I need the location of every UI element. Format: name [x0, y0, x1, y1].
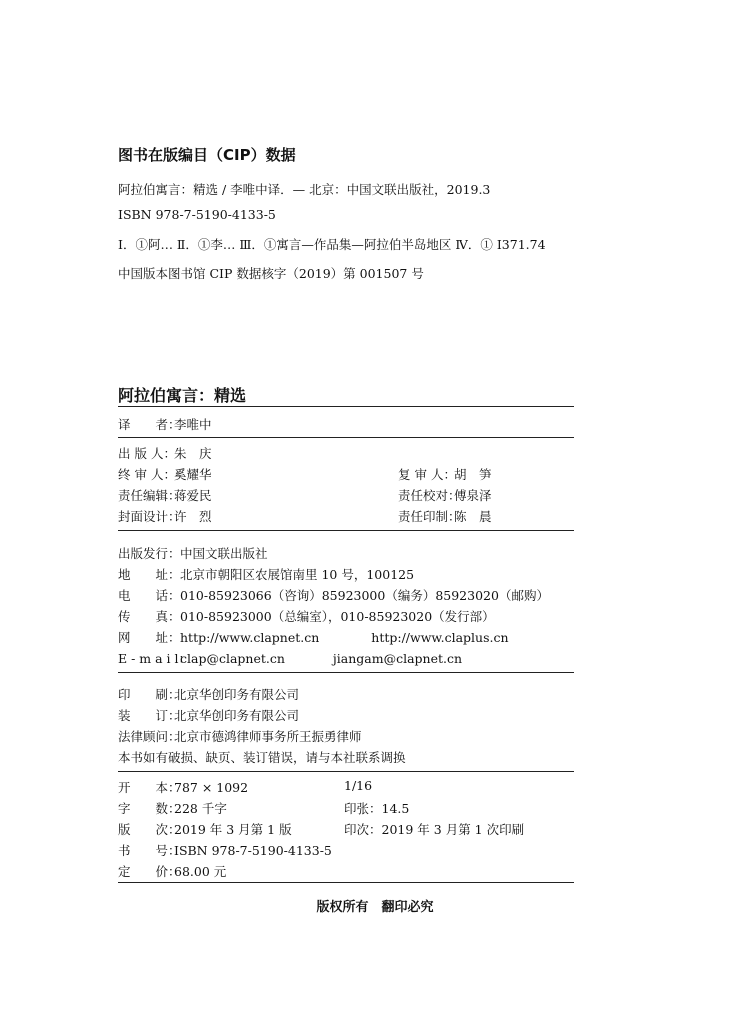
edition-value: 2019 年 3 月第 1 版	[174, 822, 292, 837]
divider	[118, 437, 574, 438]
cip-isbn: ISBN 978-7-5190-4133-5	[118, 207, 276, 222]
fax-row	[118, 607, 495, 625]
book-number-row	[118, 841, 332, 859]
edition-row	[118, 820, 292, 838]
legal-label: 法律顾问：	[118, 729, 181, 744]
second-reviewer-value: 胡 笋	[454, 467, 492, 482]
word-count-value: 228 千字	[174, 801, 227, 816]
website-link[interactable]: http://www.clapnet.cn	[180, 630, 320, 645]
printer-row	[118, 685, 299, 703]
price-label: 定 价：	[118, 864, 181, 879]
copyright-notice: 版权所有 翻印必究	[316, 900, 434, 915]
email-link-secondary[interactable]: jiangam@clapnet.cn	[332, 651, 463, 666]
translator-label: 译 者：	[118, 417, 181, 432]
phone-row	[118, 586, 549, 604]
proofreader-row	[398, 486, 492, 504]
publisher-person-label: 出 版 人：	[118, 446, 176, 461]
address-value: 北京市朝阳区农展馆南里 10 号，100125	[180, 567, 415, 582]
binder-value: 北京华创印务有限公司	[174, 708, 300, 723]
format-row	[118, 778, 248, 796]
binder-row	[118, 706, 299, 724]
print-supervisor-row	[398, 507, 492, 525]
price-value: 68.00 元	[174, 864, 227, 879]
translator-row	[118, 415, 212, 433]
editor-label: 责任编辑：	[118, 488, 181, 503]
fax-label: 传 真：	[118, 609, 181, 624]
divider	[118, 882, 574, 883]
word-count-label: 字 数：	[118, 801, 181, 816]
print-run-label: 印次：	[344, 822, 382, 837]
divider	[118, 406, 574, 407]
printer-label: 印 刷：	[118, 687, 181, 702]
final-reviewer-label: 终 审 人：	[118, 467, 176, 482]
edition-label: 版 次：	[118, 822, 181, 837]
divider	[118, 530, 574, 531]
cip-heading: 图书在版编目（CIP）数据	[118, 146, 296, 164]
print-run-value: 2019 年 3 月第 1 次印刷	[381, 822, 525, 837]
divider	[118, 771, 574, 772]
format-extra: 1/16	[344, 778, 373, 793]
word-count-row	[118, 799, 227, 817]
legal-row	[118, 727, 362, 745]
phone-label: 电 话：	[118, 588, 181, 603]
email-label: E - m a i l：	[118, 651, 192, 666]
fax-value: 010-85923000（总编室），010-85923020（发行部）	[180, 609, 495, 624]
cip-record: 阿拉伯寓言：精选 / 李唯中译．— 北京：中国文联出版社，2019.3	[118, 182, 491, 197]
price-row	[118, 862, 226, 880]
cover-design-label: 封面设计：	[118, 509, 181, 524]
address-label: 地 址：	[118, 567, 181, 582]
book-title: 阿拉伯寓言：精选	[118, 386, 247, 405]
damage-notice: 本书如有破损、缺页、装订错误，请与本社联系调换	[118, 750, 406, 765]
cip-classification: Ⅰ．①阿… Ⅱ．①李… Ⅲ．①寓言—作品集—阿拉伯半岛地区 Ⅳ．① I371.74	[118, 237, 546, 252]
second-reviewer-label: 复 审 人：	[398, 467, 456, 482]
email-row	[118, 649, 462, 667]
cover-design-row	[118, 507, 212, 525]
email-link[interactable]: clap@clapnet.cn	[180, 651, 285, 666]
sheets-value: 14.5	[381, 801, 410, 816]
print-supervisor-value: 陈 晨	[454, 509, 492, 524]
final-reviewer-row	[118, 465, 212, 483]
proofreader-value: 傅泉泽	[454, 488, 492, 503]
legal-value: 北京市德鸿律师事务所王振勇律师	[174, 729, 362, 744]
distribution-label: 出版发行：	[118, 546, 181, 561]
phone-value: 010-85923066（咨询）85923000（编务）85923020（邮购）	[180, 588, 549, 603]
distribution-row	[118, 544, 268, 562]
address-row	[118, 565, 414, 583]
sheets-label: 印张：	[344, 801, 382, 816]
editor-row	[118, 486, 212, 504]
second-reviewer-row	[398, 465, 492, 483]
website-label: 网 址：	[118, 630, 181, 645]
publisher-person-row	[118, 444, 212, 462]
divider	[118, 672, 574, 673]
format-label: 开 本：	[118, 780, 181, 795]
translator-value: 李唯中	[174, 417, 212, 432]
book-number-label: 书 号：	[118, 843, 181, 858]
format-value: 787 × 1092	[174, 780, 249, 795]
proofreader-label: 责任校对：	[398, 488, 461, 503]
final-reviewer-value: 奚耀华	[174, 467, 212, 482]
website-row	[118, 628, 509, 646]
book-number-value: ISBN 978-7-5190-4133-5	[174, 843, 332, 858]
binder-label: 装 订：	[118, 708, 181, 723]
cover-design-value: 许 烈	[174, 509, 212, 524]
printer-value: 北京华创印务有限公司	[174, 687, 300, 702]
print-run-row	[344, 820, 524, 838]
print-supervisor-label: 责任印制：	[398, 509, 461, 524]
website-link-secondary[interactable]: http://www.claplus.cn	[371, 630, 509, 645]
sheets-row	[344, 799, 409, 817]
cip-library-note: 中国版本图书馆 CIP 数据核字（2019）第 001507 号	[118, 266, 424, 281]
editor-value: 蒋爱民	[174, 488, 212, 503]
publisher-person-value: 朱 庆	[174, 446, 212, 461]
distribution-value: 中国文联出版社	[180, 546, 268, 561]
